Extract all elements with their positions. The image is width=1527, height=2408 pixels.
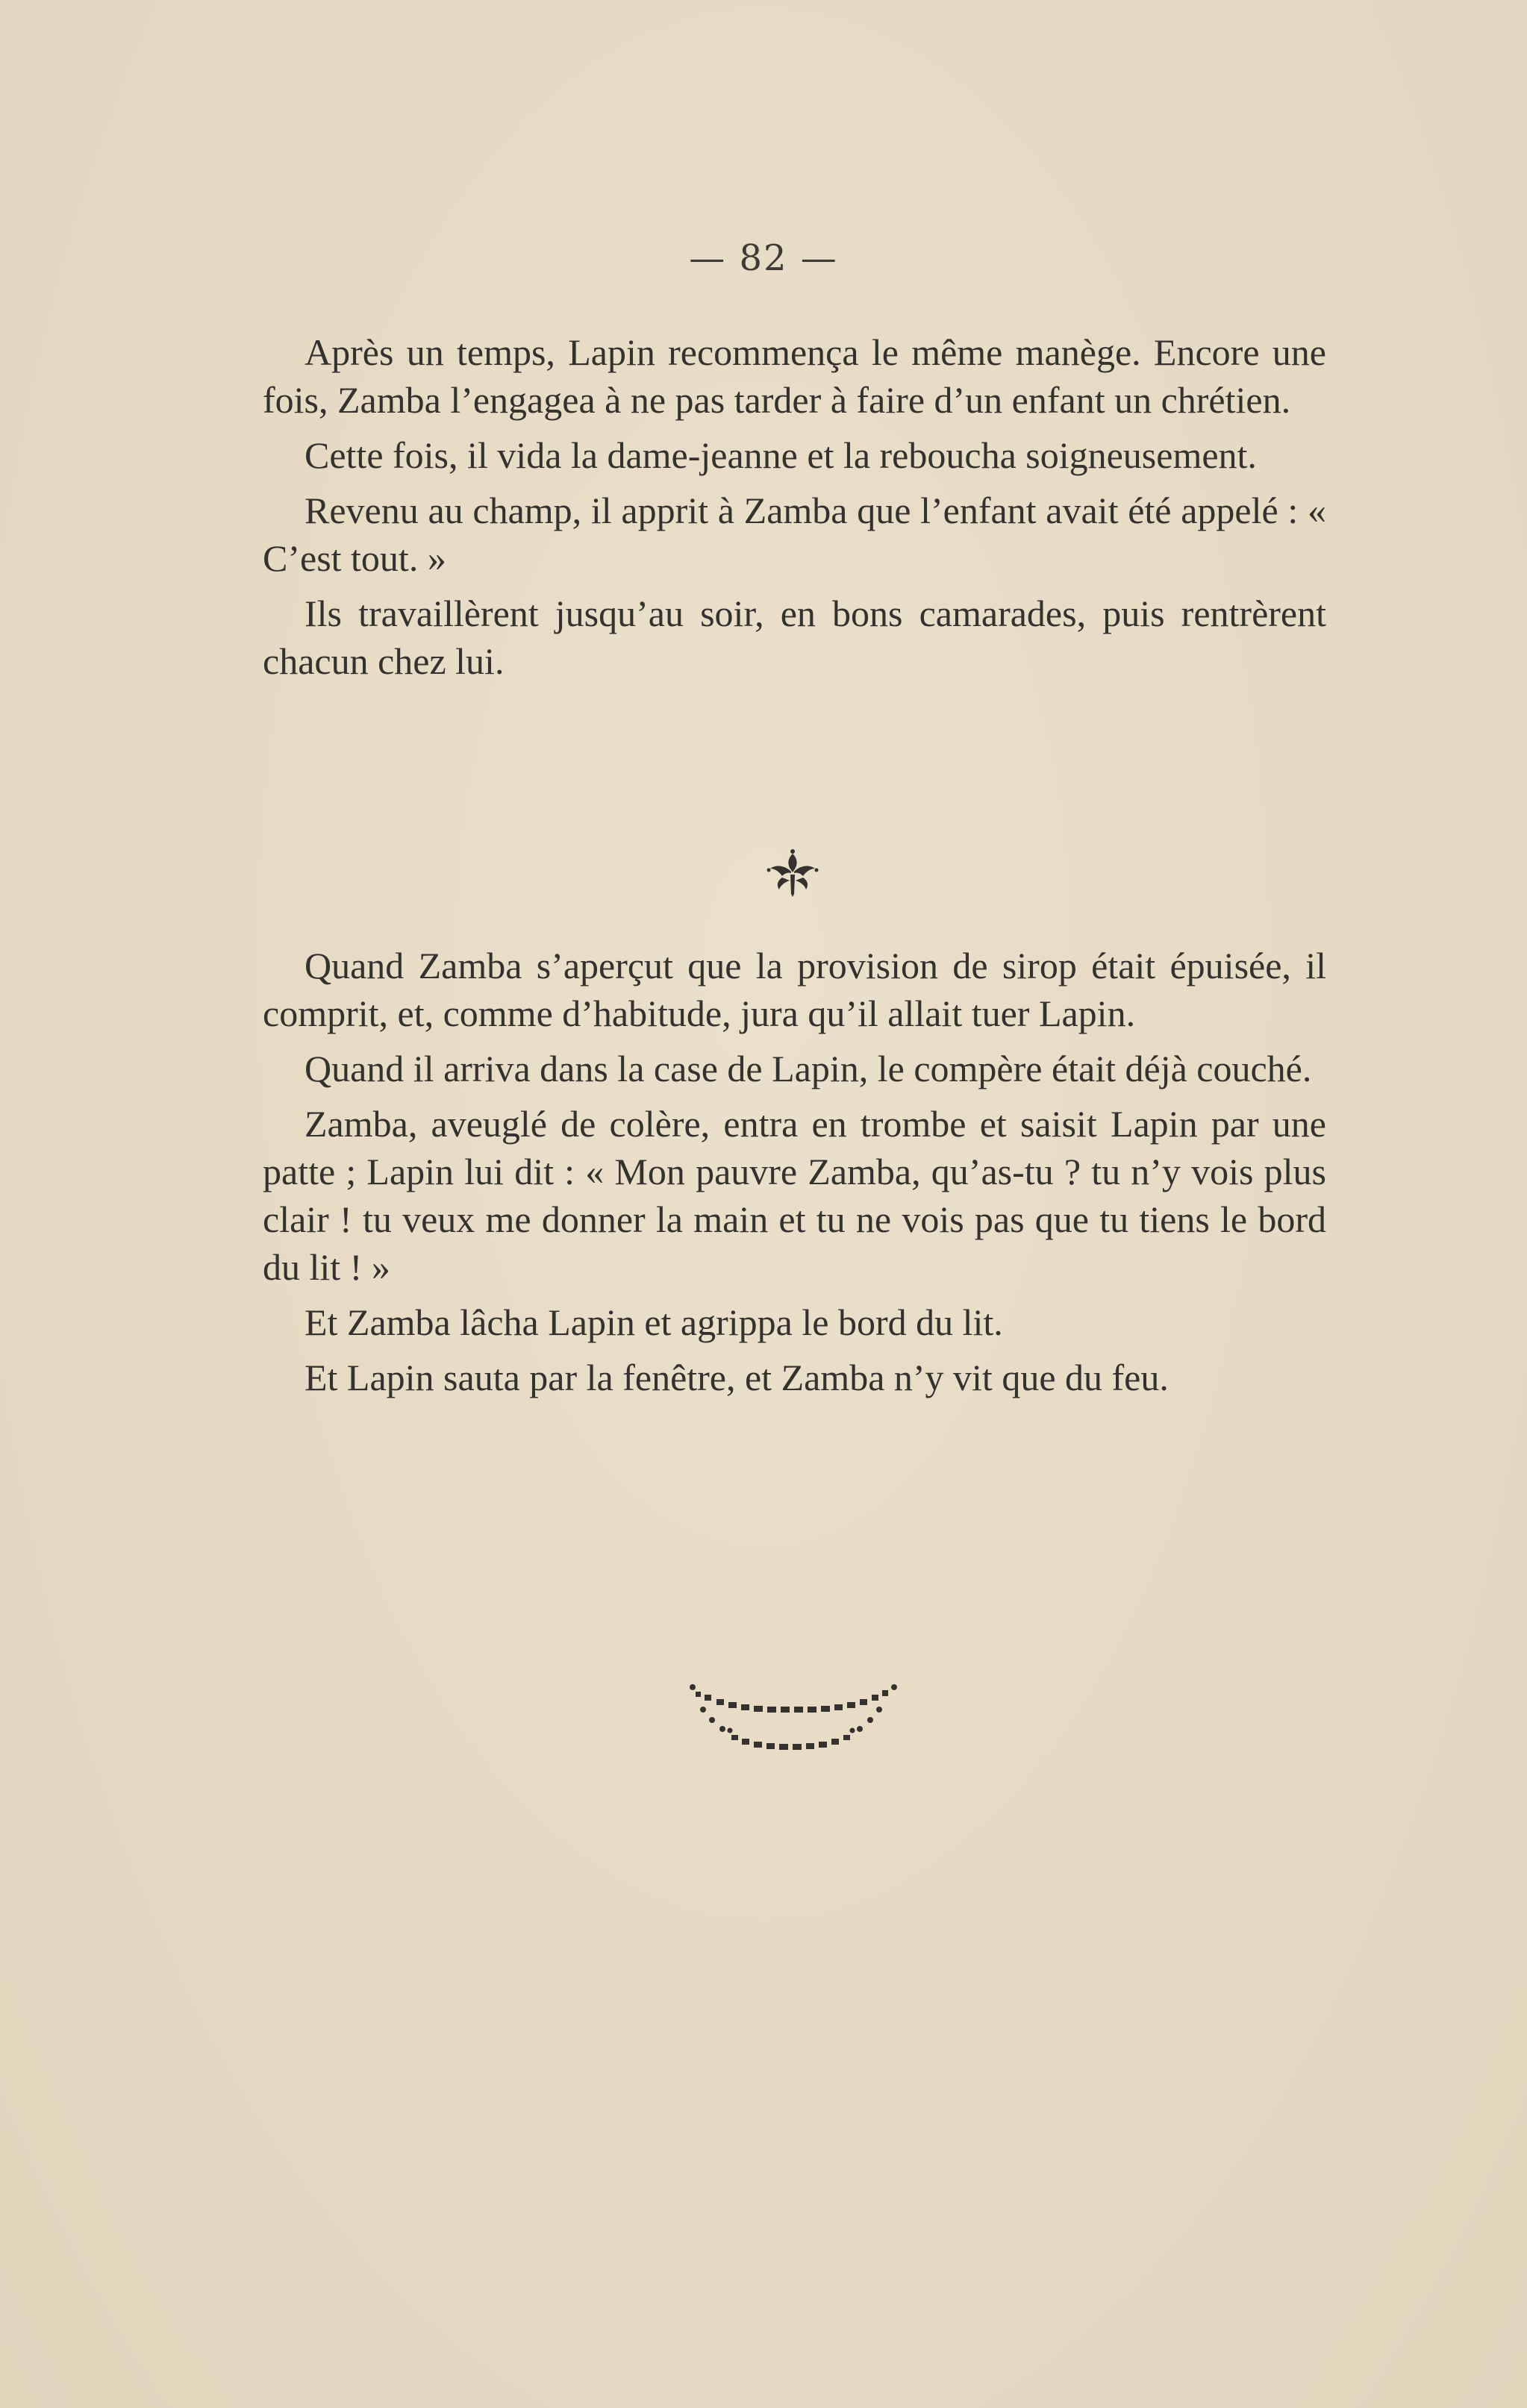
paragraph: Et Lapin sauta par la fenêtre, et Zamba n’y vit que du feu. [305, 1357, 1169, 1398]
paragraph: Cette fois, il vida la dame-jeanne et la reboucha soigneusement. [305, 434, 1257, 476]
text-section-1 [263, 328, 1326, 692]
tailpiece-ornament-icon [687, 1683, 903, 1772]
paragraph: Ils travaillèrent jusqu’au soir, en bons camarades, puis rentrèrent chacun chez lui. [263, 592, 1326, 682]
text-section-2 [263, 942, 1326, 1409]
paragraph: Zamba, aveuglé de colère, entra en trombe et saisit Lapin par une patte ; Lapin lui dit : « Mon pauvre Zamba, qu’as-tu ? tu n’y vois plus clair ! tu veux me donner la main et tu ne vois pas que tu tiens le bord du lit ! » [263, 1103, 1326, 1288]
paragraph: Et Zamba lâcha Lapin et agrippa le bord du lit. [305, 1301, 1003, 1343]
paragraph: Quand Zamba s’aperçut que la provision de sirop était épuisée, il comprit, et, comme d’habitude, jura qu’il allait tuer Lapin. [263, 945, 1326, 1034]
page-number: — 82 — [689, 237, 838, 279]
paragraph: Quand il arriva dans la case de Lapin, le compère était déjà couché. [305, 1048, 1312, 1089]
paragraph: Revenu au champ, il apprit à Zamba que l’enfant avait été appelé : « C’est tout. » [263, 490, 1326, 579]
paragraph: Après un temps, Lapin recommença le même manège. Encore une fois, Zamba l’engagea à ne pas tarder à faire d’un enfant un chrétien. [263, 331, 1326, 421]
fleuron-icon [763, 848, 822, 900]
